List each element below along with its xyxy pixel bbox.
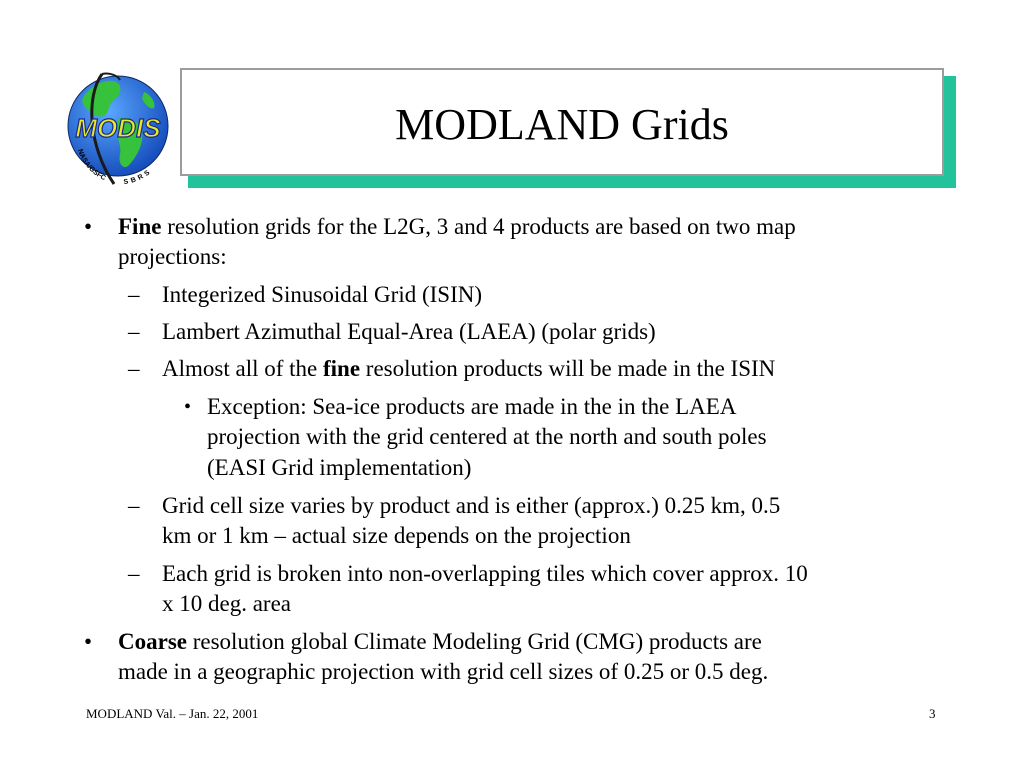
bullet-text-line: (EASI Grid implementation)	[207, 455, 472, 480]
bullet-fine	[118, 212, 796, 243]
logo-caption-right: SBRS	[123, 167, 154, 187]
bullet-text-line: Each grid is broken into non-overlapping tiles which cover approx. 10	[162, 561, 808, 586]
bullet-marker: •	[84, 629, 93, 654]
sub-bullet-marker: –	[128, 561, 140, 586]
sub-bullet-marker: –	[128, 356, 140, 381]
sub-sub-bullet-marker: •	[184, 396, 192, 418]
bullet-text-line: x 10 deg. area	[162, 591, 291, 616]
bullet-coarse-line2	[118, 657, 768, 688]
bullet-text-line: resolution grids for the L2G, 3 and 4 products are based on two map	[161, 214, 796, 239]
bullet-text-post: resolution products will be made in the ISIN	[360, 356, 776, 381]
bullet-coarse	[118, 627, 762, 658]
sub-bullet-cell-size	[162, 491, 780, 522]
sub-bullet-marker: –	[128, 319, 140, 344]
sub-sub-bullet-exception-line2	[207, 422, 767, 453]
bullet-text-line: Lambert Azimuthal Equal-Area (LAEA) (polar grids)	[162, 319, 656, 344]
bullet-text-line: Grid cell size varies by product and is either (approx.) 0.25 km, 0.5	[162, 493, 781, 518]
page-number: 3	[929, 706, 936, 721]
bullet-text-line: Integerized Sinusoidal Grid (ISIN)	[162, 282, 483, 307]
sub-sub-bullet-exception	[207, 392, 736, 423]
sub-bullet-laea	[162, 317, 656, 348]
bullet-text-line: resolution global Climate Modeling Grid (CMG) products are	[186, 629, 762, 654]
bullet-text-line: projection with the grid centered at the north and south poles	[207, 424, 767, 449]
bullet-fine-line2	[118, 242, 227, 273]
sub-sub-bullet-exception-line3	[207, 453, 471, 484]
bullet-bold-term: Fine	[118, 214, 162, 239]
logo-text: MODIS	[75, 113, 161, 143]
bullet-bold-term: Coarse	[118, 629, 187, 654]
sub-bullet-cell-size-line2	[162, 521, 631, 552]
bullet-text-line: projections:	[118, 244, 227, 269]
bullet-text-pre: Almost all of the	[162, 356, 323, 381]
sub-bullet-almost-all	[162, 354, 775, 385]
sub-bullet-isin	[162, 280, 482, 311]
bullet-text-line: Exception: Sea-ice products are made in the in the LAEA	[207, 394, 737, 419]
page-title: MODLAND Grids	[395, 100, 729, 149]
sub-bullet-marker: –	[128, 493, 140, 518]
footer-label: MODLAND Val. – Jan. 22, 2001	[86, 706, 259, 721]
bullet-text-line: km or 1 km – actual size depends on the projection	[162, 523, 631, 548]
sub-bullet-tiles	[162, 559, 808, 590]
bullet-text-line: made in a geographic projection with grid cell sizes of 0.25 or 0.5 deg.	[118, 659, 769, 684]
logo-caption-left: NASA/GSFC	[76, 148, 107, 183]
bullet-marker: •	[84, 214, 93, 239]
sub-bullet-tiles-line2	[162, 589, 291, 620]
bullet-bold-term: fine	[322, 356, 361, 381]
sub-bullet-marker: –	[128, 282, 140, 307]
